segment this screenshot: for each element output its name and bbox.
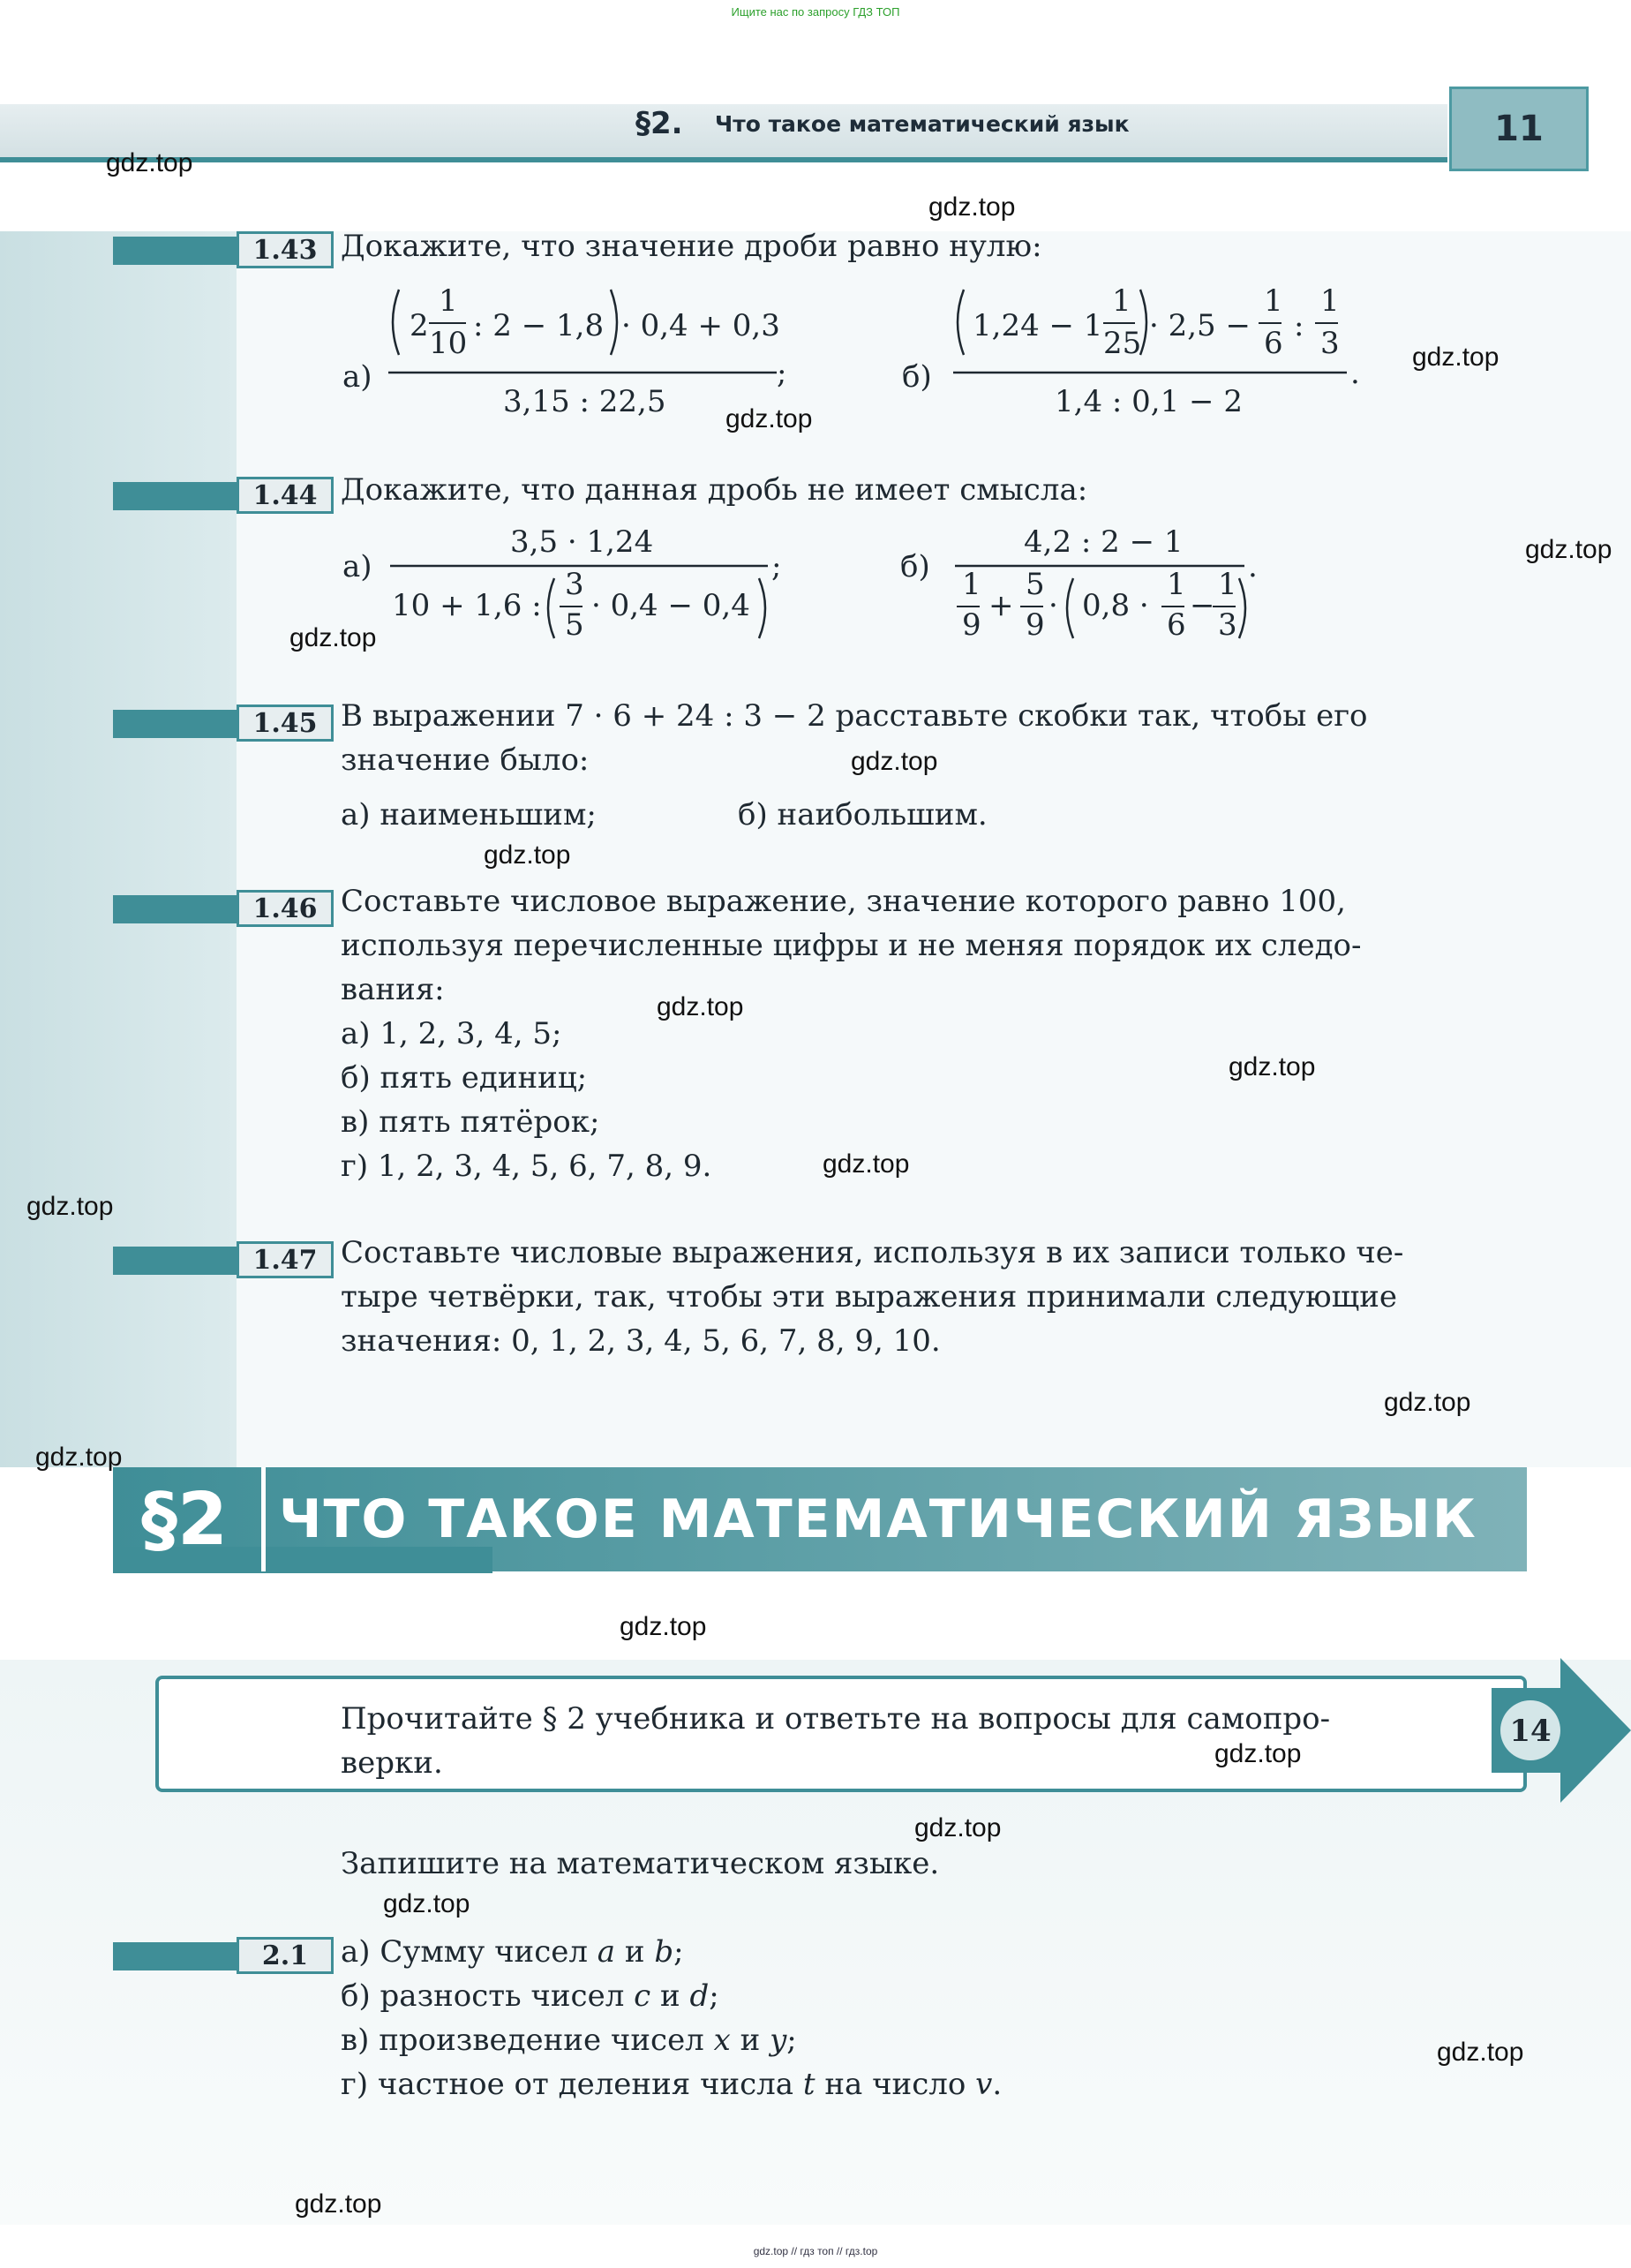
a-den-start: 10 + 1,6 : — [392, 588, 542, 623]
watermark: gdz.top — [1412, 343, 1499, 372]
b-f3-den: 3 — [1320, 326, 1340, 361]
watermark: gdz.top — [484, 840, 571, 870]
bottom-note: gdz.top // гдз топ // гдз.top — [753, 2245, 878, 2257]
exercise-number: 1.47 — [237, 1241, 334, 1278]
exercise-1-46-item-a: а) 1, 2, 3, 4, 5; — [341, 1016, 562, 1051]
exercise-bar — [113, 1942, 237, 1970]
b-minus: − — [1190, 588, 1215, 623]
exercise-1-46-item-c: в) пять пятёрок; — [341, 1104, 600, 1140]
exercise-label-2-1 — [0, 1937, 353, 1974]
b-f2-den: 6 — [1264, 326, 1283, 361]
a-end: ; — [777, 356, 787, 391]
page-number: 11 — [1449, 87, 1589, 171]
a-inner-rest: : 2 − 1,8 — [473, 308, 605, 343]
a-outer-rest: · 0,4 + 0,3 — [621, 308, 780, 343]
exercise-label-1-47 — [0, 1241, 353, 1278]
exercise-number: 1.46 — [237, 890, 334, 927]
item-b-label: б) — [900, 549, 930, 584]
b-f1-den: 9 — [962, 607, 981, 643]
textbook-page-number: 14 — [1509, 1714, 1552, 1749]
watermark: gdz.top — [928, 192, 1016, 222]
exercise-number: 1.44 — [237, 477, 334, 514]
exercise-label-1-45 — [0, 705, 353, 742]
b-dot: · — [1048, 588, 1058, 623]
exercise-1-45-line2: значение было: — [341, 742, 590, 778]
b-f2-num: 1 — [1264, 283, 1283, 319]
mixed-whole: 2 — [410, 308, 429, 343]
item-a-label: а) — [342, 359, 372, 395]
b-plus: + — [988, 588, 1014, 623]
watermark: gdz.top — [851, 747, 938, 776]
watermark: gdz.top — [1229, 1052, 1316, 1081]
mixed-den: 10 — [429, 326, 468, 361]
exercise-1-43-formulas — [335, 274, 1377, 424]
b-f1-num: 1 — [1112, 283, 1131, 319]
right-paren — [1239, 578, 1245, 638]
b-f4-den: 3 — [1218, 607, 1237, 643]
instruction-text: Запишите на математическом языке. — [341, 1846, 940, 1881]
b-denominator: 1,4 : 0,1 − 2 — [1055, 384, 1243, 419]
watermark: gdz.top — [383, 1889, 470, 1918]
header-rule — [0, 157, 1447, 162]
b-f4-num: 1 — [1218, 567, 1237, 602]
a-den-end: · 0,4 − 0,4 — [591, 588, 750, 623]
b-inner-start: 0,8 · — [1082, 588, 1149, 623]
b-sign: : — [1294, 308, 1304, 343]
top-note: Ищите нас по запросу ГДЗ ТОП — [731, 5, 900, 19]
exercise-label-1-46 — [0, 890, 353, 927]
a-f-num: 3 — [565, 567, 584, 602]
watermark: gdz.top — [295, 2189, 382, 2219]
b-f1-den: 25 — [1103, 326, 1142, 361]
b-end: . — [1350, 356, 1360, 391]
a-numerator: 3,5 · 1,24 — [510, 524, 654, 560]
exercise-bar — [113, 237, 237, 265]
exercise-label-1-44 — [0, 477, 353, 514]
watermark: gdz.top — [1214, 1739, 1302, 1768]
b-f2-num: 5 — [1026, 567, 1045, 602]
self-check-line2: верки. — [341, 1745, 443, 1781]
left-paren — [958, 290, 964, 355]
watermark: gdz.top — [35, 1443, 123, 1472]
watermark: gdz.top — [1525, 535, 1612, 564]
watermark: gdz.top — [657, 992, 744, 1021]
section-divider — [261, 1467, 266, 1571]
exercise-1-47-line2: тыре четвёрки, так, чтобы эти выражения принимали следующие — [341, 1279, 1397, 1315]
left-paren — [393, 290, 399, 355]
watermark: gdz.top — [914, 1813, 1002, 1842]
section-symbol: §2 — [141, 1477, 229, 1562]
b-numerator: 4,2 : 2 − 1 — [1024, 524, 1184, 560]
b-f3-den: 6 — [1167, 607, 1186, 643]
watermark: gdz.top — [26, 1192, 114, 1221]
item-a-label: а) — [342, 549, 372, 584]
watermark: gdz.top — [620, 1612, 707, 1641]
a-f-den: 5 — [565, 607, 584, 643]
watermark: gdz.top — [725, 404, 813, 433]
exercise-2-1-item-b: б) разность чисел c и d; — [341, 1978, 719, 2014]
exercise-number: 1.43 — [237, 231, 334, 268]
header-section-number: §2. — [635, 106, 683, 141]
watermark: gdz.top — [106, 148, 193, 177]
a-end: ; — [771, 549, 782, 584]
exercise-number: 2.1 — [237, 1937, 334, 1974]
exercise-1-46-line2: используя перечисленные цифры и не меняя порядок их следо- — [341, 928, 1362, 963]
exercise-2-1-item-c: в) произведение чисел x и y; — [341, 2023, 797, 2058]
exercise-1-44-text: Докажите, что данная дробь не имеет смысла: — [341, 472, 1088, 508]
a-denominator: 3,15 : 22,5 — [503, 384, 666, 419]
header-section-title: Что такое математический язык — [715, 111, 1130, 137]
exercise-2-1-item-a: а) Сумму чисел a и b; — [341, 1934, 684, 1970]
watermark: gdz.top — [1437, 2038, 1524, 2067]
right-paren — [611, 290, 617, 355]
exercise-1-45-item-a: а) наименьшим; — [341, 797, 597, 833]
exercise-1-46-item-d: г) 1, 2, 3, 4, 5, 6, 7, 8, 9. — [341, 1149, 712, 1184]
section-title: ЧТО ТАКОЕ МАТЕМАТИЧЕСКИЙ ЯЗЫК — [279, 1488, 1477, 1550]
left-paren — [548, 578, 554, 638]
exercise-bar — [113, 1247, 237, 1275]
exercise-1-47-line3: значения: 0, 1, 2, 3, 4, 5, 6, 7, 8, 9, 10. — [341, 1323, 941, 1359]
exercise-bar — [113, 895, 237, 923]
b-mult: · 2,5 − — [1149, 308, 1251, 343]
exercise-label-1-43 — [0, 231, 353, 268]
exercise-1-45-item-b: б) наибольшим. — [738, 797, 988, 833]
exercise-number: 1.45 — [237, 705, 334, 742]
exercise-1-43-text: Докажите, что значение дроби равно нулю: — [341, 229, 1042, 264]
b-f3-num: 1 — [1167, 567, 1186, 602]
exercise-1-44-formulas — [335, 516, 1271, 658]
self-check-line1: Прочитайте § 2 учебника и ответьте на вопросы для самопро- — [341, 1701, 1331, 1737]
exercise-bar — [113, 482, 237, 510]
item-b-label: б) — [902, 359, 932, 395]
b-end: . — [1248, 549, 1258, 584]
side-panel — [0, 231, 237, 1467]
b-term1: 1,24 − 1 — [973, 308, 1103, 343]
b-f3-num: 1 — [1320, 283, 1340, 319]
exercise-1-46-item-b: б) пять единиц; — [341, 1060, 588, 1096]
textbook-page-arrow-icon — [1492, 1658, 1631, 1803]
exercise-1-47-line1: Составьте числовые выражения, используя в их записи только че- — [341, 1235, 1404, 1270]
b-f1-num: 1 — [962, 567, 981, 602]
b-f2-den: 9 — [1026, 607, 1045, 643]
mixed-num: 1 — [439, 283, 458, 319]
exercise-bar — [113, 710, 237, 738]
left-paren — [1067, 578, 1073, 638]
watermark: gdz.top — [1384, 1388, 1471, 1417]
exercise-1-46-line1: Составьте числовое выражение, значение которого равно 100, — [341, 884, 1346, 919]
watermark: gdz.top — [823, 1149, 910, 1179]
exercise-2-1-item-d: г) частное от деления числа t на число v. — [341, 2067, 1003, 2102]
exercise-1-46-line3: вания: — [341, 972, 445, 1007]
watermark: gdz.top — [289, 623, 377, 652]
right-paren — [759, 578, 765, 638]
exercise-1-45-line1: В выражении 7 · 6 + 24 : 3 − 2 расставьте скобки так, чтобы его — [341, 698, 1368, 734]
